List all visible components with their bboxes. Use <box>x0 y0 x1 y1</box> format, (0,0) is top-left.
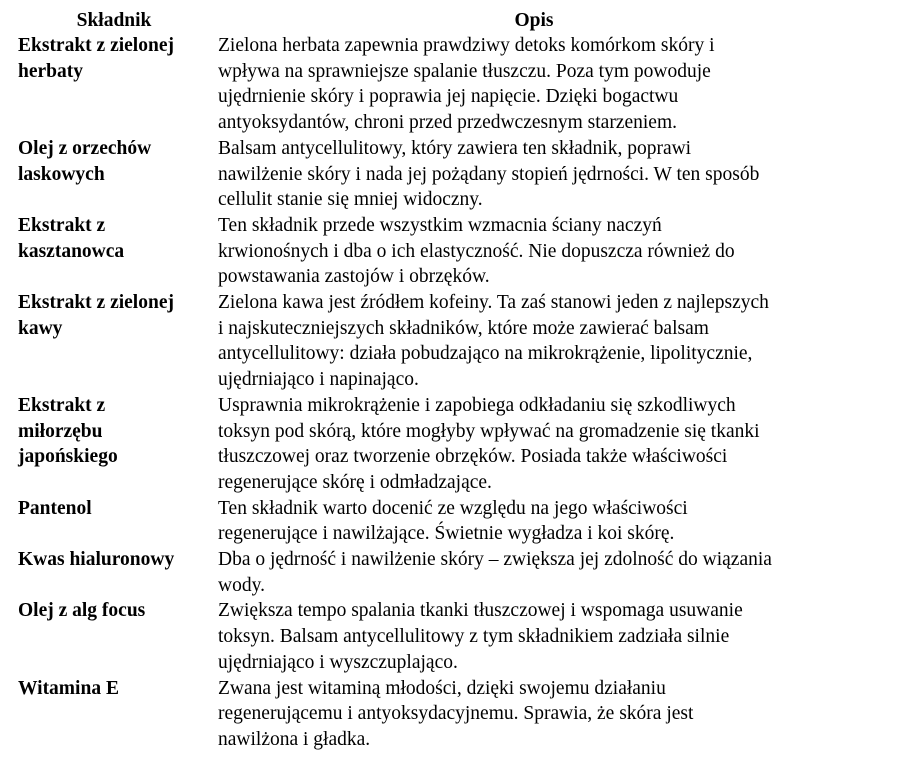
ingredient-name-line: miłorzębu <box>18 420 103 442</box>
description-line: Ten składnik przede wszystkim wzmacnia ściany naczyń <box>218 214 662 236</box>
description-line: nawilżona i gładka. <box>218 728 371 750</box>
ingredient-name <box>14 213 218 290</box>
description-line: powstawania zastojów i obrzęków. <box>218 266 490 288</box>
ingredient-description <box>218 598 858 675</box>
ingredient-name <box>14 598 218 675</box>
ingredient-description <box>218 33 858 136</box>
table-row <box>14 213 894 290</box>
ingredient-name <box>14 547 218 598</box>
description-line: toksyn pod skórą, które mogłyby wpływać na gromadzenie się tkanki <box>218 420 760 442</box>
table-row <box>14 547 894 598</box>
ingredient-name-line: Witamina E <box>18 677 119 699</box>
ingredient-name <box>14 496 218 547</box>
description-line: wpływa na sprawniejsze spalanie tłuszczu. Poza tym powoduje <box>218 60 711 82</box>
description-line: Balsam antycellulitowy, który zawiera ten składnik, poprawi <box>218 137 692 159</box>
description-line: ujędrnienie skóry i poprawia jej napięcie. Dzięki bogactwu <box>218 86 679 108</box>
table-header <box>14 8 894 33</box>
ingredient-name <box>14 136 218 213</box>
description-line: Zwiększa tempo spalania tkanki tłuszczowej i wspomaga usuwanie <box>218 600 743 622</box>
ingredients-table <box>14 8 894 753</box>
ingredient-name-line: Olej z orzechów <box>18 137 152 159</box>
description-line: wody. <box>218 574 265 596</box>
description-line: cellulit stanie się mniej widoczny. <box>218 189 483 211</box>
description-line: Dba o jędrność i nawilżenie skóry – zwiększa jej zdolność do wiązania <box>218 549 772 571</box>
table-row <box>14 676 894 753</box>
ingredient-description <box>218 496 858 547</box>
description-line: Zielona kawa jest źródłem kofeiny. Ta zaś stanowi jeden z najlepszych <box>218 292 769 314</box>
description-line: toksyn. Balsam antycellulitowy z tym składnikiem zadziała silnie <box>218 626 730 648</box>
ingredient-name-line: Ekstrakt z zielonej <box>18 292 174 314</box>
table-row <box>14 136 894 213</box>
table-row <box>14 290 894 393</box>
ingredient-name-line: kawy <box>18 317 63 339</box>
description-line: Usprawnia mikrokrążenie i zapobiega odkładaniu się szkodliwych <box>218 394 736 416</box>
ingredient-description <box>218 676 858 753</box>
ingredient-name-line: japońskiego <box>18 446 118 468</box>
ingredient-name-line: herbaty <box>18 60 83 82</box>
ingredient-description <box>218 213 858 290</box>
description-line: ujędrniająco i napinająco. <box>218 369 419 391</box>
description-line: ujędrniająco i wyszczuplająco. <box>218 651 458 673</box>
ingredient-description <box>218 393 858 496</box>
description-line: Ten składnik warto docenić ze względu na jego właściwości <box>218 497 688 519</box>
table-row <box>14 598 894 675</box>
description-line: nawilżenie skóry i nada jej pożądany stopień jędrności. W ten sposób <box>218 163 760 185</box>
description-line: regenerującemu i antyoksydacyjnemu. Sprawia, że skóra jest <box>218 703 694 725</box>
ingredient-name <box>14 393 218 496</box>
description-line: antycellulitowy: działa pobudzająco na mikrokrążenie, lipolitycznie, <box>218 343 753 365</box>
ingredient-name-line: Ekstrakt z zielonej <box>18 35 174 56</box>
ingredient-name-line: laskowych <box>18 163 105 185</box>
description-line: regenerujące i nawilżające. Świetnie wygładza i koi skórę. <box>218 523 675 545</box>
table-row <box>14 496 894 547</box>
description-line: krwionośnych i dba o ich elastyczność. Nie dopuszcza również do <box>218 240 735 262</box>
description-line: antyoksydantów, chroni przed przedwczesnym starzeniem. <box>218 112 677 134</box>
ingredient-name-line: Pantenol <box>18 497 92 519</box>
ingredient-name-line: Ekstrakt z <box>18 214 106 236</box>
ingredient-name-line: Kwas hialuronowy <box>18 549 175 571</box>
description-line: Zielona herbata zapewnia prawdziwy detoks komórkom skóry i <box>218 35 715 56</box>
ingredient-description <box>218 547 858 598</box>
description-line: i najskuteczniejszych składników, które może zawierać balsam <box>218 317 709 339</box>
ingredient-name <box>14 290 218 393</box>
ingredient-name-line: Ekstrakt z <box>18 394 106 416</box>
ingredient-name-line: Olej z alg focus <box>18 600 146 622</box>
ingredient-name <box>14 676 218 753</box>
table-row <box>14 33 894 136</box>
description-line: Zwana jest witaminą młodości, dzięki swojemu działaniu <box>218 677 666 699</box>
table-row <box>14 393 894 496</box>
table-body <box>14 33 894 753</box>
header-ingredient: Składnik <box>76 10 152 31</box>
ingredient-name <box>14 33 218 136</box>
description-line: regenerujące skórę i odmładzające. <box>218 471 492 493</box>
ingredient-description <box>218 290 858 393</box>
description-line: tłuszczowej oraz tworzenie obrzęków. Posiada także właściwości <box>218 446 728 468</box>
ingredient-description <box>218 136 858 213</box>
header-description: Opis <box>514 10 554 31</box>
ingredient-name-line: kasztanowca <box>18 240 125 262</box>
